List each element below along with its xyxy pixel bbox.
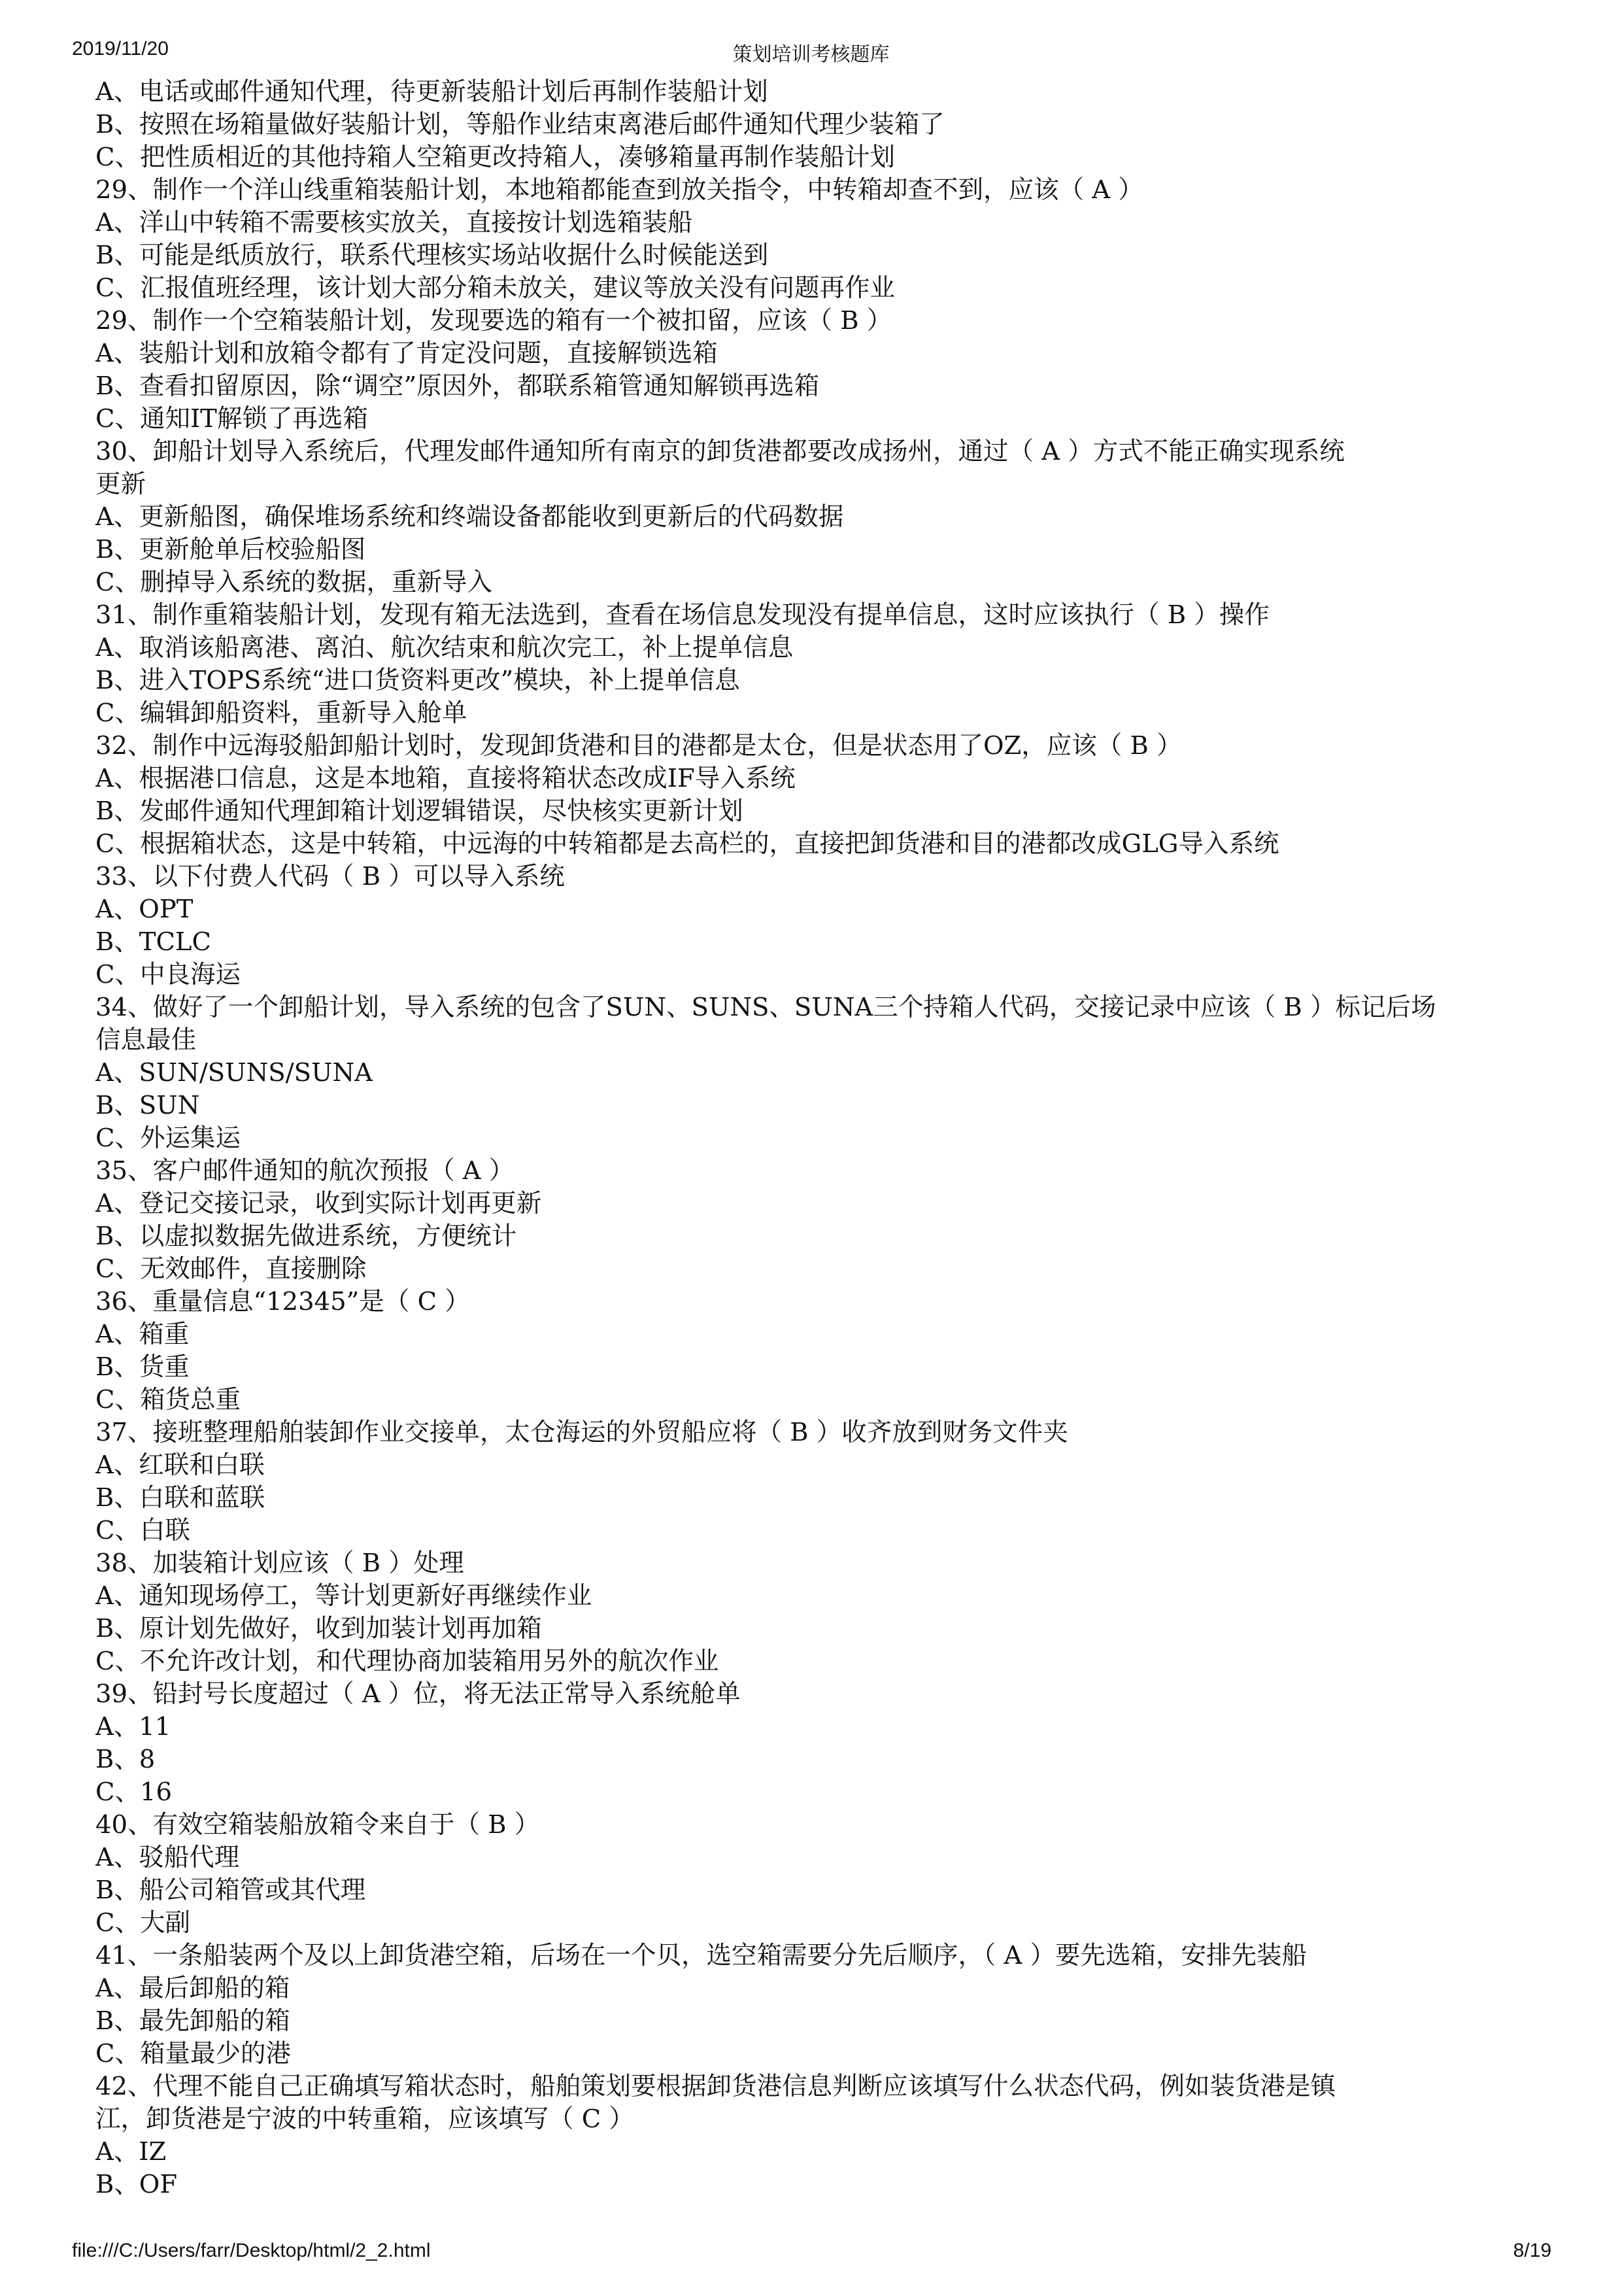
text-line: C、根据箱状态，这是中转箱，中远海的中转箱都是去高栏的，直接把卸货港和目的港都改成GLG导入系统 bbox=[95, 829, 1279, 859]
text-line: C、16 bbox=[95, 1777, 172, 1807]
text-line: 29、制作一个洋山线重箱装船计划，本地箱都能查到放关指令，中转箱却查不到，应该（ A ） bbox=[95, 175, 1143, 205]
text-line: B、更新舱单后校验船图 bbox=[95, 535, 366, 564]
text-line: B、货重 bbox=[95, 1352, 190, 1382]
text-line: A、登记交接记录，收到实际计划再更新 bbox=[95, 1189, 542, 1218]
text-line: B、可能是纸质放行，联系代理核实场站收据什么时候能送到 bbox=[95, 241, 769, 270]
text-line: 39、铅封号长度超过（ A ）位，将无法正常导入系统舱单 bbox=[95, 1679, 741, 1709]
text-line: B、8 bbox=[95, 1745, 156, 1774]
text-line: B、以虚拟数据先做进系统，方便统计 bbox=[95, 1222, 517, 1251]
text-line: B、按照在场箱量做好装船计划，等船作业结束离港后邮件通知代理少装箱了 bbox=[95, 110, 945, 139]
text-line: A、箱重 bbox=[95, 1320, 190, 1349]
text-line: C、编辑卸船资料，重新导入舱单 bbox=[95, 698, 467, 728]
text-line: C、把性质相近的其他持箱人空箱更改持箱人，凑够箱量再制作装船计划 bbox=[95, 143, 895, 172]
text-line: B、OF bbox=[95, 2170, 178, 2199]
footer-page-number: 8/19 bbox=[1513, 2240, 1551, 2261]
page-footer bbox=[0, 2240, 1622, 2279]
text-line: B、进入TOPS系统“进口货资料更改”模块，补上提单信息 bbox=[95, 666, 740, 695]
text-line: C、箱货总重 bbox=[95, 1385, 241, 1414]
text-line: B、船公司箱管或其代理 bbox=[95, 1876, 366, 1905]
text-line: 31、制作重箱装船计划，发现有箱无法选到，查看在场信息发现没有提单信息，这时应该执行（ B ）操作 bbox=[95, 600, 1270, 630]
text-line: 33、以下付费人代码（ B ）可以导入系统 bbox=[95, 862, 565, 891]
text-line: 38、加装箱计划应该（ B ）处理 bbox=[95, 1549, 464, 1578]
text-line: B、发邮件通知代理卸箱计划逻辑错误，尽快核实更新计划 bbox=[95, 797, 743, 826]
text-line: A、驳船代理 bbox=[95, 1843, 240, 1872]
text-line: C、无效邮件，直接删除 bbox=[95, 1254, 367, 1284]
text-line: C、白联 bbox=[95, 1516, 190, 1545]
text-line: 35、客户邮件通知的航次预报（ A ） bbox=[95, 1156, 515, 1186]
text-line: A、取消该船离港、离泊、航次结束和航次完工，补上提单信息 bbox=[95, 633, 794, 662]
text-line: 42、代理不能自己正确填写箱状态时，船舶策划要根据卸货港信息判断应该填写什么状态代码，例如装货港是镇 bbox=[95, 2072, 1336, 2101]
footer-file-path: file:///C:/Users/farr/Desktop/html/2_2.html bbox=[72, 2240, 431, 2261]
document-body bbox=[95, 76, 1547, 2201]
text-line: 36、重量信息“12345”是（ C ） bbox=[95, 1287, 470, 1316]
text-line: A、IZ bbox=[95, 2137, 167, 2167]
text-line: A、OPT bbox=[95, 895, 194, 924]
text-line: B、白联和蓝联 bbox=[95, 1483, 265, 1513]
text-line: 40、有效空箱装船放箱令来自于（ B ） bbox=[95, 1810, 540, 1840]
text-line: 29、制作一个空箱装船计划，发现要选的箱有一个被扣留，应该（ B ） bbox=[95, 306, 892, 335]
text-line: C、大副 bbox=[95, 1908, 190, 1938]
text-line: 更新 bbox=[95, 470, 146, 499]
text-line: B、查看扣留原因，除“调空”原因外，都联系箱管通知解锁再选箱 bbox=[95, 371, 820, 401]
text-line: C、箱量最少的港 bbox=[95, 2039, 291, 2068]
text-line: A、电话或邮件通知代理，待更新装船计划后再制作装船计划 bbox=[95, 77, 768, 107]
text-line: A、洋山中转箱不需要核实放关，直接按计划选箱装船 bbox=[95, 208, 693, 237]
text-line: C、汇报值班经理，该计划大部分箱未放关，建议等放关没有问题再作业 bbox=[95, 273, 895, 303]
text-line: B、TCLC bbox=[95, 927, 211, 957]
text-line: C、不允许改计划，和代理协商加装箱用另外的航次作业 bbox=[95, 1647, 719, 1676]
text-line: B、最先卸船的箱 bbox=[95, 2006, 290, 2036]
text-line: 37、接班整理船舶装卸作业交接单，太仓海运的外贸船应将（ B ）收齐放到财务文件夹 bbox=[95, 1418, 1068, 1447]
text-line: A、通知现场停工，等计划更新好再继续作业 bbox=[95, 1581, 592, 1611]
text-line: 34、做好了一个卸船计划，导入系统的包含了SUN、SUNS、SUNA三个持箱人代码，交接记录中应该（ B ）标记后场 bbox=[95, 993, 1436, 1022]
header-date: 2019/11/20 bbox=[72, 38, 169, 60]
text-line: A、根据港口信息，这是本地箱，直接将箱状态改成IF导入系统 bbox=[95, 764, 796, 793]
text-line: B、SUN bbox=[95, 1091, 200, 1120]
text-line: 30、卸船计划导入系统后，代理发邮件通知所有南京的卸货港都要改成扬州，通过（ A ）方式不能正确实现系统 bbox=[95, 437, 1345, 466]
text-line: C、删掉导入系统的数据，重新导入 bbox=[95, 568, 492, 597]
text-line: A、更新船图，确保堆场系统和终端设备都能收到更新后的代码数据 bbox=[95, 502, 844, 532]
text-line: 江，卸货港是宁波的中转重箱，应该填写（ C ） bbox=[95, 2104, 634, 2134]
text-line: 信息最佳 bbox=[95, 1025, 197, 1055]
text-line: 32、制作中远海驳船卸船计划时，发现卸货港和目的港都是太仓，但是状态用了OZ，应该（ B ） bbox=[95, 731, 1182, 761]
text-line: A、最后卸船的箱 bbox=[95, 1974, 290, 2003]
header-title: 策划培训考核题库 bbox=[732, 44, 890, 65]
text-line: C、中良海运 bbox=[95, 960, 241, 989]
page-header bbox=[0, 38, 1622, 77]
text-line: A、11 bbox=[95, 1712, 171, 1741]
text-line: C、通知IT解锁了再选箱 bbox=[95, 404, 368, 434]
text-line: A、红联和白联 bbox=[95, 1450, 265, 1480]
text-line: 41、一条船装两个及以上卸货港空箱，后场在一个贝，选空箱需要分先后顺序，（ A ）要先选箱，安排先装船 bbox=[95, 1941, 1308, 1970]
text-line: A、装船计划和放箱令都有了肯定没问题，直接解锁选箱 bbox=[95, 339, 718, 368]
text-line: A、SUN/SUNS/SUNA bbox=[95, 1058, 373, 1088]
text-line: B、原计划先做好，收到加装计划再加箱 bbox=[95, 1614, 542, 1643]
text-line: C、外运集运 bbox=[95, 1123, 241, 1153]
